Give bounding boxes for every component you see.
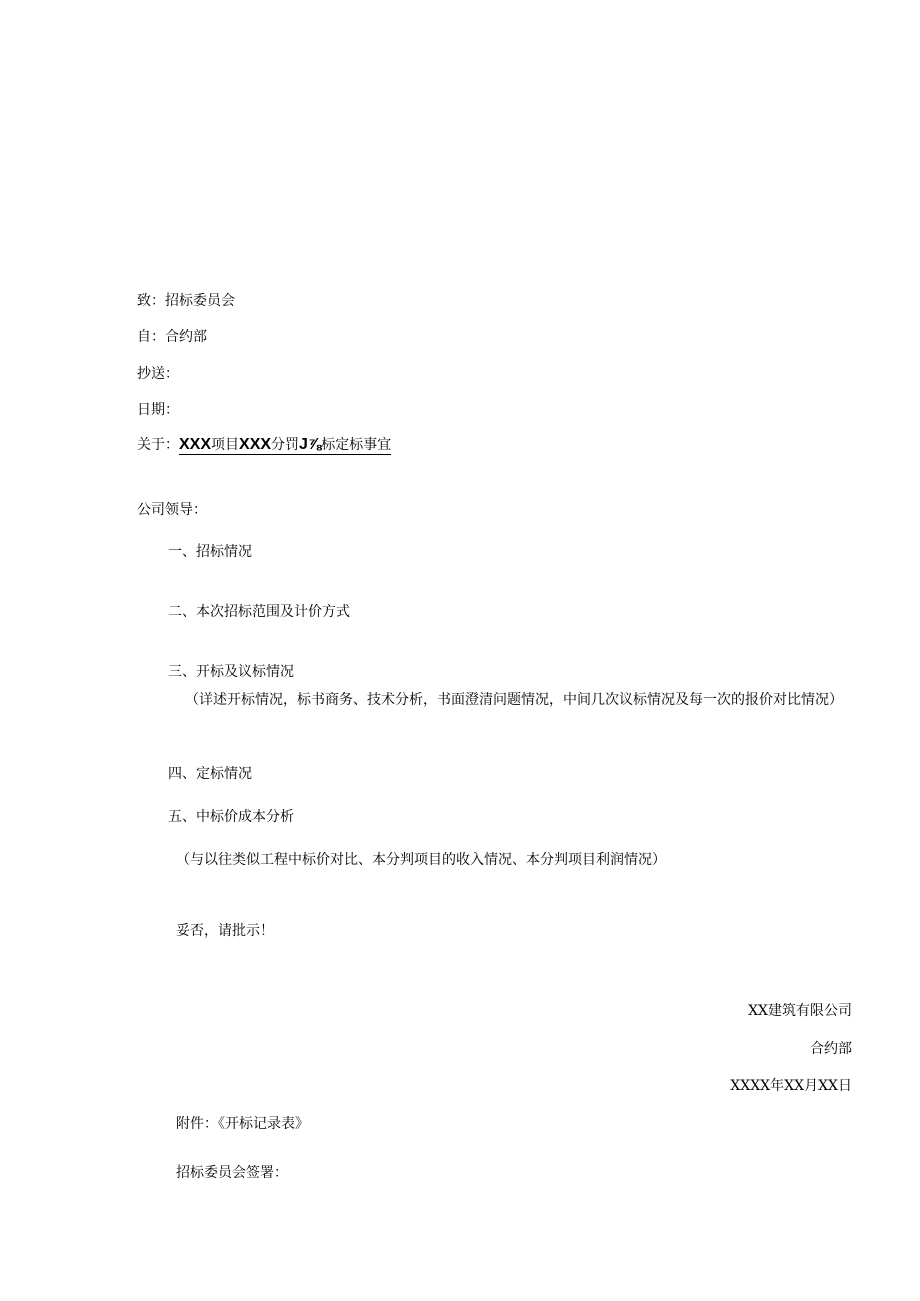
- signature-department: 合约部: [810, 1041, 852, 1057]
- subject-xxx-package: XXX: [239, 436, 272, 453]
- section-heading-1: 一、招标情况: [168, 544, 252, 560]
- section-heading-4: 四、定标情况: [168, 766, 252, 782]
- section-5-note: （与以往类似工程中标价对比、本分判项目的收入情况、本分判项目利润情况）: [176, 852, 666, 868]
- memo-cc: 抄送：: [137, 366, 179, 382]
- subject-package-label: 分罚: [271, 437, 300, 453]
- subject-project-label: 项目: [211, 437, 240, 453]
- committee-signature-line: 招标委员会签署：: [176, 1165, 288, 1181]
- memo-from: 自：合约部: [137, 329, 207, 345]
- section-heading-5: 五、中标价成本分析: [168, 809, 294, 825]
- subject-xxx-project: XXX: [179, 436, 212, 453]
- section-3-note: （详述开标情况，标书商务、技术分析，书面澄清问题情况，中间几次议标情况及每一次的报价对比情况）: [185, 692, 843, 708]
- section-heading-2: 二、本次招标范围及计价方式: [168, 604, 350, 620]
- subject-garbled-mark: J⅞: [299, 436, 322, 453]
- attachment-line: 附件：《开标记录表》: [176, 1116, 309, 1132]
- memo-to: 致：招标委员会: [137, 293, 235, 309]
- approval-request: 妥否，请批示！: [176, 923, 274, 939]
- signature-company: XX建筑有限公司: [748, 1003, 852, 1019]
- salutation: 公司领导：: [137, 502, 207, 518]
- memo-subject: [137, 434, 391, 454]
- subject-prefix: 关于：: [137, 437, 179, 453]
- subject-title: [179, 436, 391, 455]
- subject-tail: 标定标事宜: [321, 437, 392, 453]
- signature-date: XXXX年XX月XX日: [730, 1078, 852, 1094]
- section-heading-3: 三、开标及议标情况: [168, 664, 294, 680]
- memo-date: 日期：: [137, 402, 179, 418]
